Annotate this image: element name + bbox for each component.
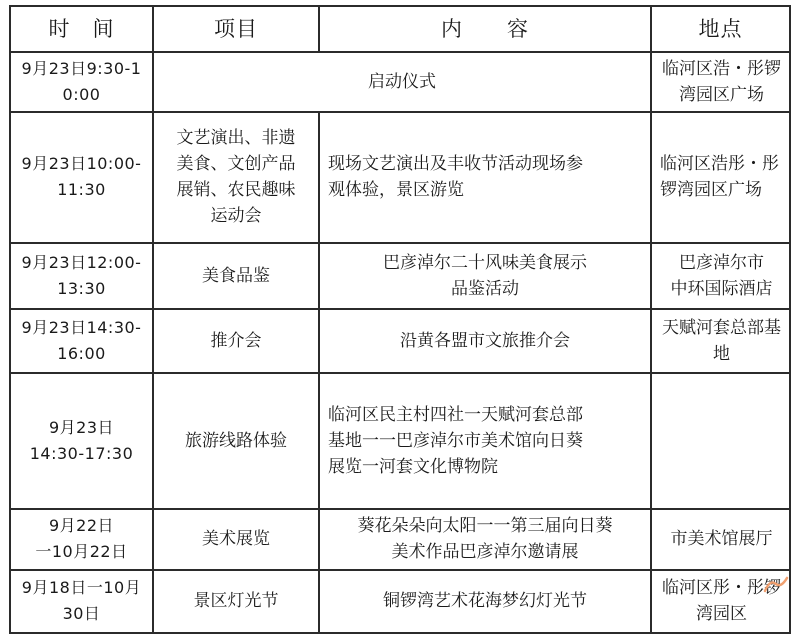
table-row [10,570,790,633]
cell-item: 推介会 [153,309,319,373]
cell-place: 临河区浩彤・彤 锣湾园区广场 [651,112,790,242]
cell-content: 沿黄各盟市文旅推介会 [319,309,651,373]
table-row [10,509,790,570]
header-item: 项目 [153,6,319,52]
cell-time: 9月23日14:30- 16:00 [10,309,153,373]
cell-merged-item: 启动仪式 [153,52,651,112]
cell-item: 文艺演出、非遗 美食、文创产品 展销、农民趣味 运动会 [153,112,319,242]
table-row [10,52,790,112]
cell-place: 临河区浩・彤锣 湾园区广场 [651,52,790,112]
cell-item: 景区灯光节 [153,570,319,633]
header-place: 地点 [651,6,790,52]
cell-time: 9月22日 一10月22日 [10,509,153,570]
table-row [10,112,790,242]
table-row [10,243,790,309]
cell-time: 9月23日12:00- 13:30 [10,243,153,309]
cell-place: 市美术馆展厅 [651,509,790,570]
cell-time: 9月23日 14:30-17:30 [10,373,153,509]
cell-place: 临河区彤・彤锣 湾园区 [651,570,790,633]
cell-item: 美食品鉴 [153,243,319,309]
cell-content: 葵花朵朵向太阳一一第三届向日葵 美术作品巴彦淖尔邀请展 [319,509,651,570]
watermark-stroke [765,578,787,591]
cell-time: 9月23日9:30-1 0:00 [10,52,153,112]
cell-content: 临河区民主村四社一天赋河套总部 基地一一巴彦淖尔市美术馆向日葵 展览一河套文化博物院 [319,373,651,509]
table-row [10,309,790,373]
cell-time: 9月18日一10月 30日 [10,570,153,633]
cell-item: 美术展览 [153,509,319,570]
cell-content: 现场文艺演出及丰收节活动现场参 观体验，景区游览 [319,112,651,242]
cell-time: 9月23日10:00- 11:30 [10,112,153,242]
header-content: 内 容 [319,6,651,52]
header-time: 时 间 [10,6,153,52]
cell-content: 巴彦淖尔二十风味美食展示 品鉴活动 [319,243,651,309]
cell-item: 旅游线路体验 [153,373,319,509]
cell-place: 巴彦淖尔市 中环国际酒店 [651,243,790,309]
header-row [10,6,790,52]
cell-content: 铜锣湾艺术花海梦幻灯光节 [319,570,651,633]
watermark-icon [762,575,790,595]
cell-place [651,373,790,509]
cell-place: 天赋河套总部基 地 [651,309,790,373]
table-row [10,373,790,509]
schedule-table [9,5,791,634]
